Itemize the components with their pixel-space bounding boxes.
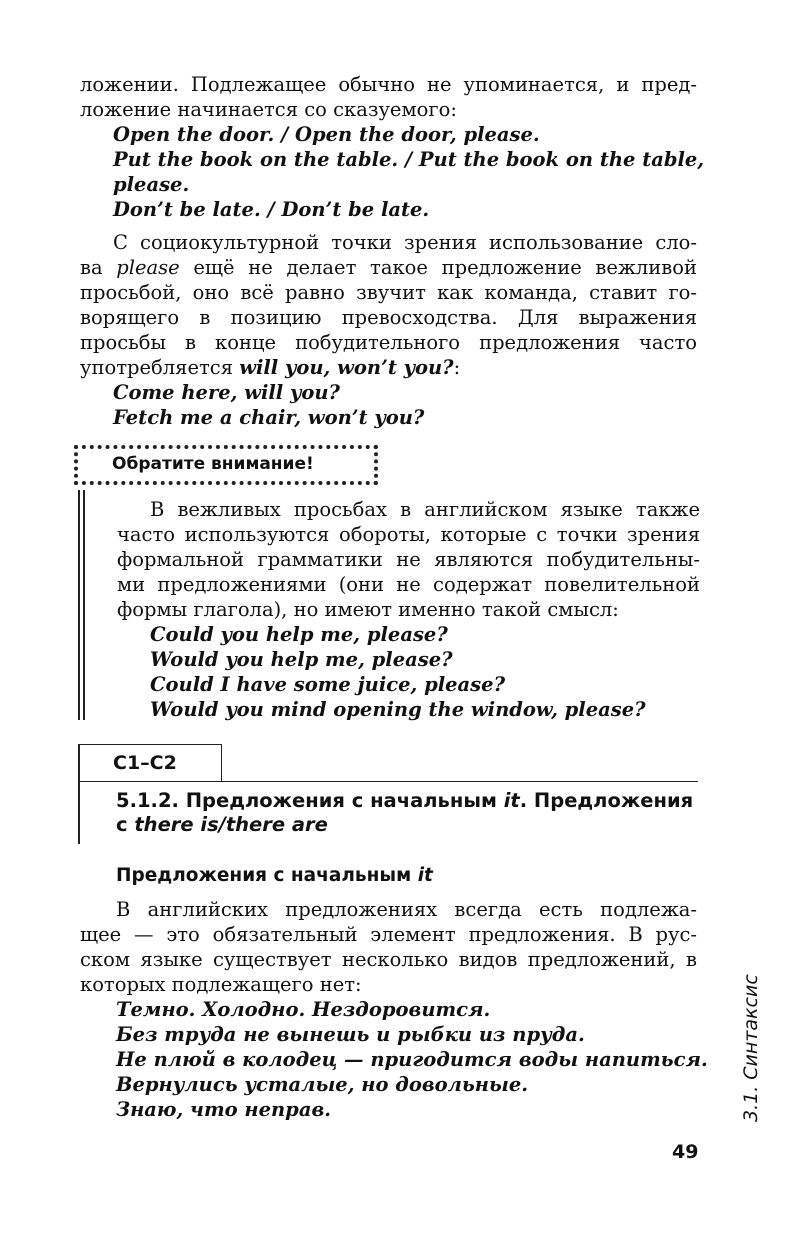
notice-line: формальной грамматики не являются побудительны-	[117, 548, 700, 571]
text-run: ва	[80, 256, 117, 279]
text-run: с	[116, 813, 135, 836]
example-line: Без труда не вынешь и рыбки из пруда.	[116, 1023, 585, 1046]
para2-line-1: С социокультурной точки зрения использование сло-	[113, 231, 697, 254]
example-line: Could I have some juice, please?	[150, 673, 505, 696]
text-run: . Предложения	[519, 789, 694, 812]
para2-line-2	[80, 255, 697, 280]
example-line: Would you help me, please?	[150, 648, 453, 671]
para2-line-3: просьбой, оно всё равно звучит как команда, ставит го-	[80, 281, 697, 304]
notice-line: часто используются обороты, которые с точки зрения	[117, 523, 700, 546]
dotted-border	[74, 445, 378, 449]
text-run: please	[116, 256, 180, 279]
text-run: :	[453, 356, 461, 379]
text-run: will you, won’t you?	[239, 356, 454, 379]
example-line: please.	[113, 173, 190, 196]
para3-line: которых подлежащего нет:	[80, 973, 362, 996]
level-box	[78, 744, 222, 782]
example-line: Could you help me, please?	[150, 623, 448, 646]
text-run: употребляется	[80, 356, 240, 379]
level-label: С1–С2	[113, 752, 177, 774]
example-line: Don’t be late. / Don’t be late.	[113, 198, 430, 221]
para2-line-6	[80, 355, 460, 380]
example-line: Open the door. / Open the door, please.	[113, 123, 540, 146]
text-run: it	[503, 789, 520, 812]
notice-box	[74, 445, 378, 485]
dotted-border	[74, 445, 78, 485]
text-run: 5.1.2. Предложения с начальным	[116, 789, 504, 812]
example-line: Come here, will you?	[113, 381, 340, 404]
section-title	[116, 787, 693, 814]
intro-line-2: ложение начинается со сказуемого:	[80, 98, 457, 121]
text-run: Предложения с начальным	[116, 865, 418, 886]
side-section-label: 3.1. Синтаксис	[740, 974, 762, 1122]
text-run: ещё не делает такое предложение вежливой	[179, 256, 697, 279]
intro-line-1: ложении. Подлежащее обычно не упоминается, и пред-	[80, 73, 697, 96]
text-run: there is/there are	[134, 813, 328, 836]
para3-line: ском языке существует несколько видов предложений, в	[80, 948, 697, 971]
section-title-line-2	[116, 811, 328, 838]
para3-line: щее — это обязательный элемент предложения. В рус-	[80, 923, 697, 946]
example-line: Темно. Холодно. Нездоровится.	[116, 998, 491, 1021]
notice-side-bar	[78, 490, 80, 720]
notice-side-bar	[83, 490, 85, 720]
example-line: Would you mind opening the window, please?	[150, 698, 646, 721]
notice-line: В вежливых просьбах в английском языке также	[150, 498, 700, 521]
section-rule	[80, 781, 698, 782]
example-line: Знаю, что неправ.	[116, 1098, 332, 1121]
notice-title: Обратите внимание!	[112, 454, 314, 474]
dotted-border	[74, 481, 378, 485]
dotted-border	[374, 445, 378, 485]
example-line: Fetch me a chair, won’t you?	[113, 406, 425, 429]
example-line: Не плюй в колодец — пригодится воды напиться.	[116, 1048, 708, 1071]
example-line: Put the book on the table. / Put the book on the table,	[113, 148, 705, 171]
subheading	[116, 862, 433, 889]
notice-line: формы глагола), но имеют именно такой смысл:	[117, 598, 619, 621]
text-run: it	[417, 865, 433, 886]
para2-line-4: ворящего в позицию превосходства. Для выражения	[80, 306, 697, 329]
para3-line: В английских предложениях всегда есть подлежа-	[116, 898, 697, 921]
page-number: 49	[672, 1141, 699, 1163]
para2-line-5: просьбы в конце побудительного предложения часто	[80, 331, 697, 354]
notice-line: ми предложениями (они не содержат повелительной	[117, 573, 700, 596]
example-line: Вернулись усталые, но довольные.	[116, 1073, 529, 1096]
